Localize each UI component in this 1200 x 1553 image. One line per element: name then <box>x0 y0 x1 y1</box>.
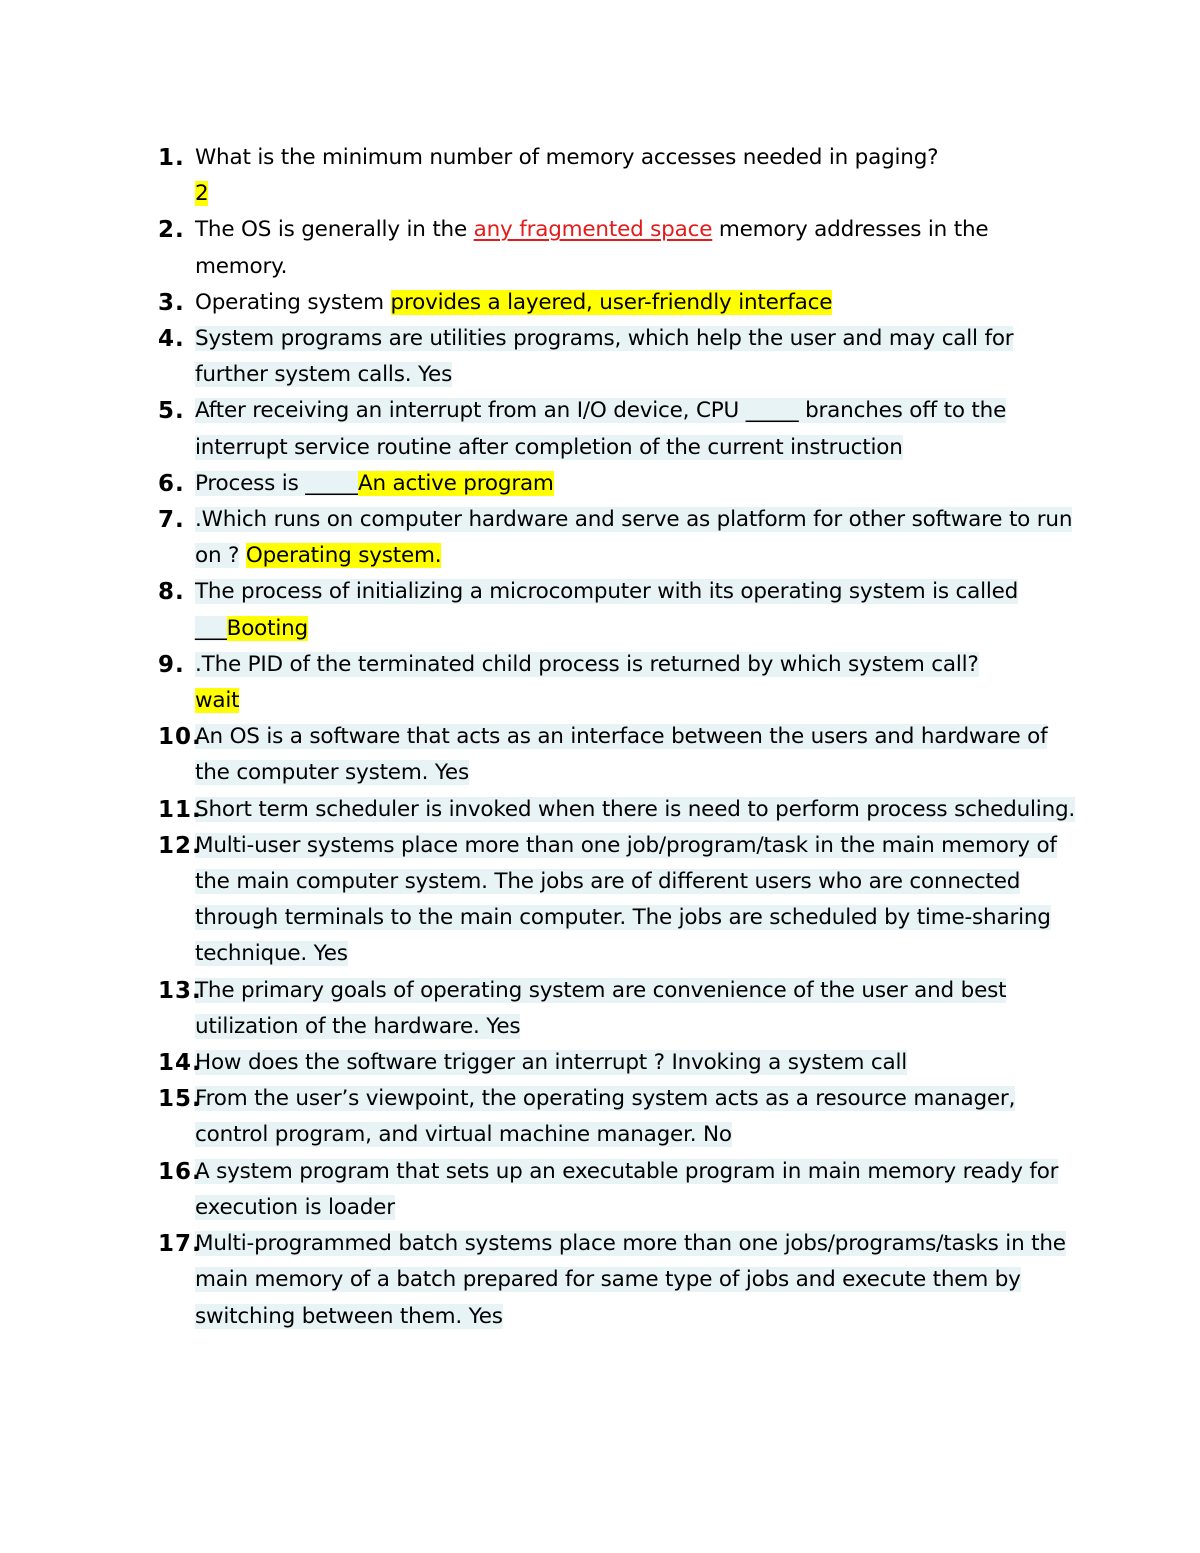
question-item-17 <box>158 1226 1078 1335</box>
question-text: After receiving an interrupt from an I/O device, CPU _____ branches off to the interrupt service routine after completion of the current instruction <box>195 398 1007 460</box>
question-number: 14. <box>158 1050 202 1077</box>
question-item-4 <box>158 321 1078 393</box>
question-number: 1. <box>158 145 185 171</box>
question-number: 9. <box>158 651 185 678</box>
question-text: Operating system <box>195 289 384 315</box>
question-item-5 <box>158 393 1078 465</box>
question-text-after: memory addresses in the memory. <box>195 217 989 279</box>
question-item-13 <box>158 973 1078 1045</box>
question-list <box>158 140 1078 1335</box>
question-number: 3. <box>158 289 185 316</box>
question-text: How does the software trigger an interrupt ? Invoking a system call <box>195 1050 907 1076</box>
question-text: From the user’s viewpoint, the operating system acts as a resource manager, control program, and virtual machine manager. No <box>195 1086 1016 1148</box>
question-number: 15. <box>158 1086 202 1113</box>
answer-highlight: An active program <box>357 470 554 496</box>
question-number: 11. <box>158 796 202 823</box>
question-text: The process of initializing a microcomputer with its operating system is called ___ <box>195 579 1019 641</box>
question-item-11 <box>158 792 1078 828</box>
question-item-6 <box>158 466 1078 502</box>
question-item-16 <box>158 1154 1078 1226</box>
question-item-3 <box>158 285 1078 321</box>
question-text: .Which runs on computer hardware and serve as platform for other software to run on ? <box>195 507 1073 569</box>
question-text: The primary goals of operating system are convenience of the user and best utilization of the hardware. Yes <box>195 977 1007 1039</box>
question-item-15 <box>158 1081 1078 1153</box>
answer-highlight: provides a layered, user-friendly interface <box>390 289 833 315</box>
answer-highlight: Booting <box>226 615 308 641</box>
question-number: 10. <box>158 724 202 751</box>
question-text: Process is _____ <box>195 470 358 496</box>
question-text: Multi-programmed batch systems place more than one jobs/programs/tasks in the main memory of a batch prepared for same type of jobs and execute them by switching between them. Yes <box>195 1231 1066 1329</box>
question-text: An OS is a software that acts as an interface between the users and hardware of the computer system. Yes <box>195 724 1048 786</box>
question-text: System programs are utilities programs, which help the user and may call for further system calls. Yes <box>195 326 1014 388</box>
question-number: 16. <box>158 1158 202 1185</box>
question-text: Short term scheduler is invoked when there is need to perform process scheduling. <box>195 796 1076 822</box>
answer-highlight: 2 <box>195 181 209 207</box>
question-text: Multi-user systems place more than one job/program/task in the main memory of the main computer system. The jobs are of different users who are connected through terminals to the main computer. The jobs are scheduled by time-sharing technique. Yes <box>195 832 1057 967</box>
question-number: 6. <box>158 470 185 497</box>
question-number: 2. <box>158 217 185 244</box>
question-number: 4. <box>158 326 185 353</box>
question-text: A system program that sets up an executable program in main memory ready for execution is loader <box>195 1158 1059 1220</box>
question-number: 13. <box>158 977 202 1004</box>
question-item-14 <box>158 1045 1078 1081</box>
question-number: 8. <box>158 579 185 606</box>
question-item-9 <box>158 647 1078 719</box>
question-item-1 <box>158 140 1078 212</box>
question-item-2 <box>158 212 1078 284</box>
question-text: The OS is generally in the <box>195 217 468 243</box>
question-number: 5. <box>158 398 185 425</box>
question-item-8 <box>158 574 1078 646</box>
question-text: .The PID of the terminated child process is returned by which system call? <box>195 651 979 677</box>
question-number: 17. <box>158 1231 202 1258</box>
question-text: What is the minimum number of memory accesses needed in paging? <box>195 145 939 170</box>
answer-highlight: Operating system. <box>245 543 442 569</box>
answer-highlight: wait <box>195 688 240 714</box>
question-item-7 <box>158 502 1078 574</box>
question-item-10 <box>158 719 1078 791</box>
question-item-12 <box>158 828 1078 973</box>
question-number: 12. <box>158 832 202 859</box>
answer-red-underlined: any fragmented space <box>473 217 713 243</box>
question-number: 7. <box>158 507 185 534</box>
